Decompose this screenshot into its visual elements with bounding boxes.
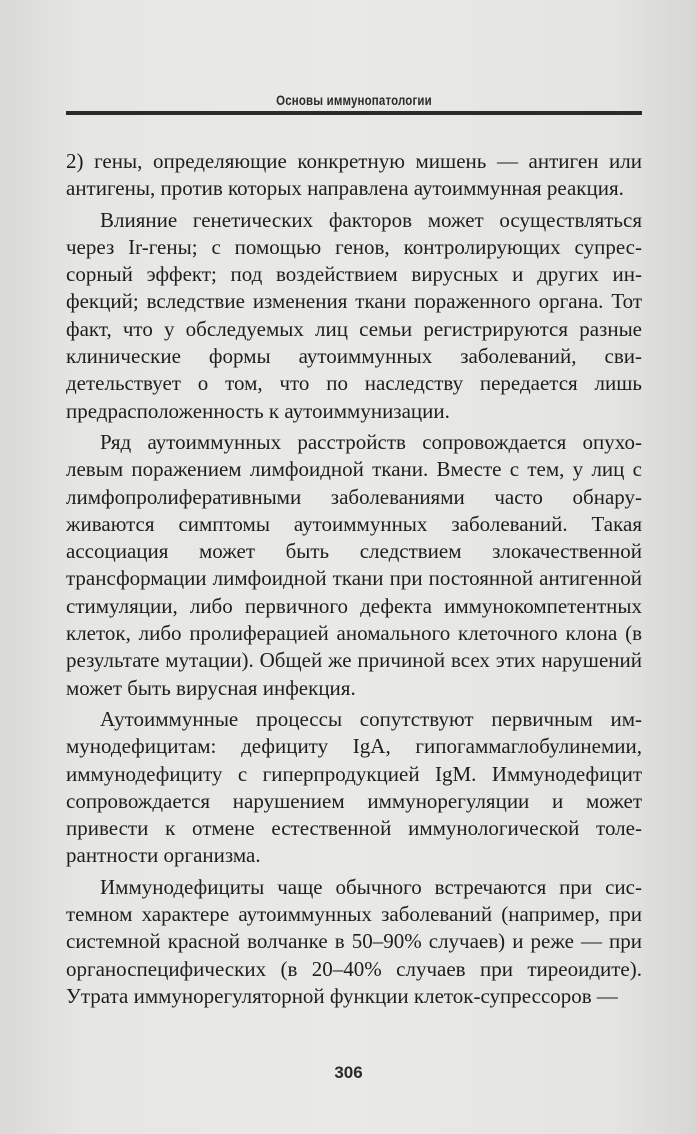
paragraph-1: 2) гены, определяющие конкретную мишень — антиген или антигены, против которых направлена аутоиммунная реакция. xyxy=(66,149,642,201)
paragraph-2: Влияние генетических факторов может осуществляться через Ir-гены; с помощью генов, контролирующих супрессорный эффект; под воздействием вирусных и других инфекций; вследствие изменения ткани пораженного органа. Тот факт, что у обследуемых лиц семьи регистрируются разные клинические формы аутоиммунных заболеваний, свидетельствует о том, что по наследству передается лишь предрасположенность к аутоиммунизации. xyxy=(66,207,642,423)
page-number: 306 xyxy=(334,1063,363,1082)
paragraph-3: Ряд аутоиммунных расстройств сопровождается опухолевым поражением лимфоидной ткани. Вместе с тем, у лиц с лимфопролиферативными заболеваниями часто обнаруживаются симптомы аутоиммунных заболеваний. Такая ассоциация может быть следствием злокачественной трансформации лимфоидной ткани при постоянной антигенной стимуляции, либо первичного дефекта иммунокомпетентных клеток, либо пролиферацией аномального клеточного клона (в результате мутации). Общей же причиной всех этих нарушений может быть вирусная инфекция. xyxy=(66,429,642,700)
paragraph-4: Аутоиммунные процессы сопутствуют первичным иммунодефицитам: дефициту IgA, гипогаммаглобулинемии, иммунодефициту с гиперпродукцией IgM. Иммунодефицит сопровождается нарушением иммунорегуляции и может привести к отмене естественной иммунологической толерантности организма. xyxy=(66,706,642,868)
paragraph-5: Иммунодефициты чаще обычного встречаются при системном характере аутоиммунных заболеваний (например, при системной красной волчанке в 50–90% случаев) и реже — при органоспецифических (в 20–40% случаев при тиреоидите). Утрата иммунорегуляторной функции клеток-супрессоров — xyxy=(66,874,642,1008)
header-rule xyxy=(66,111,642,115)
running-header xyxy=(66,92,642,118)
body-text xyxy=(66,148,642,1014)
running-title: Основы иммунопатологии xyxy=(276,92,432,108)
